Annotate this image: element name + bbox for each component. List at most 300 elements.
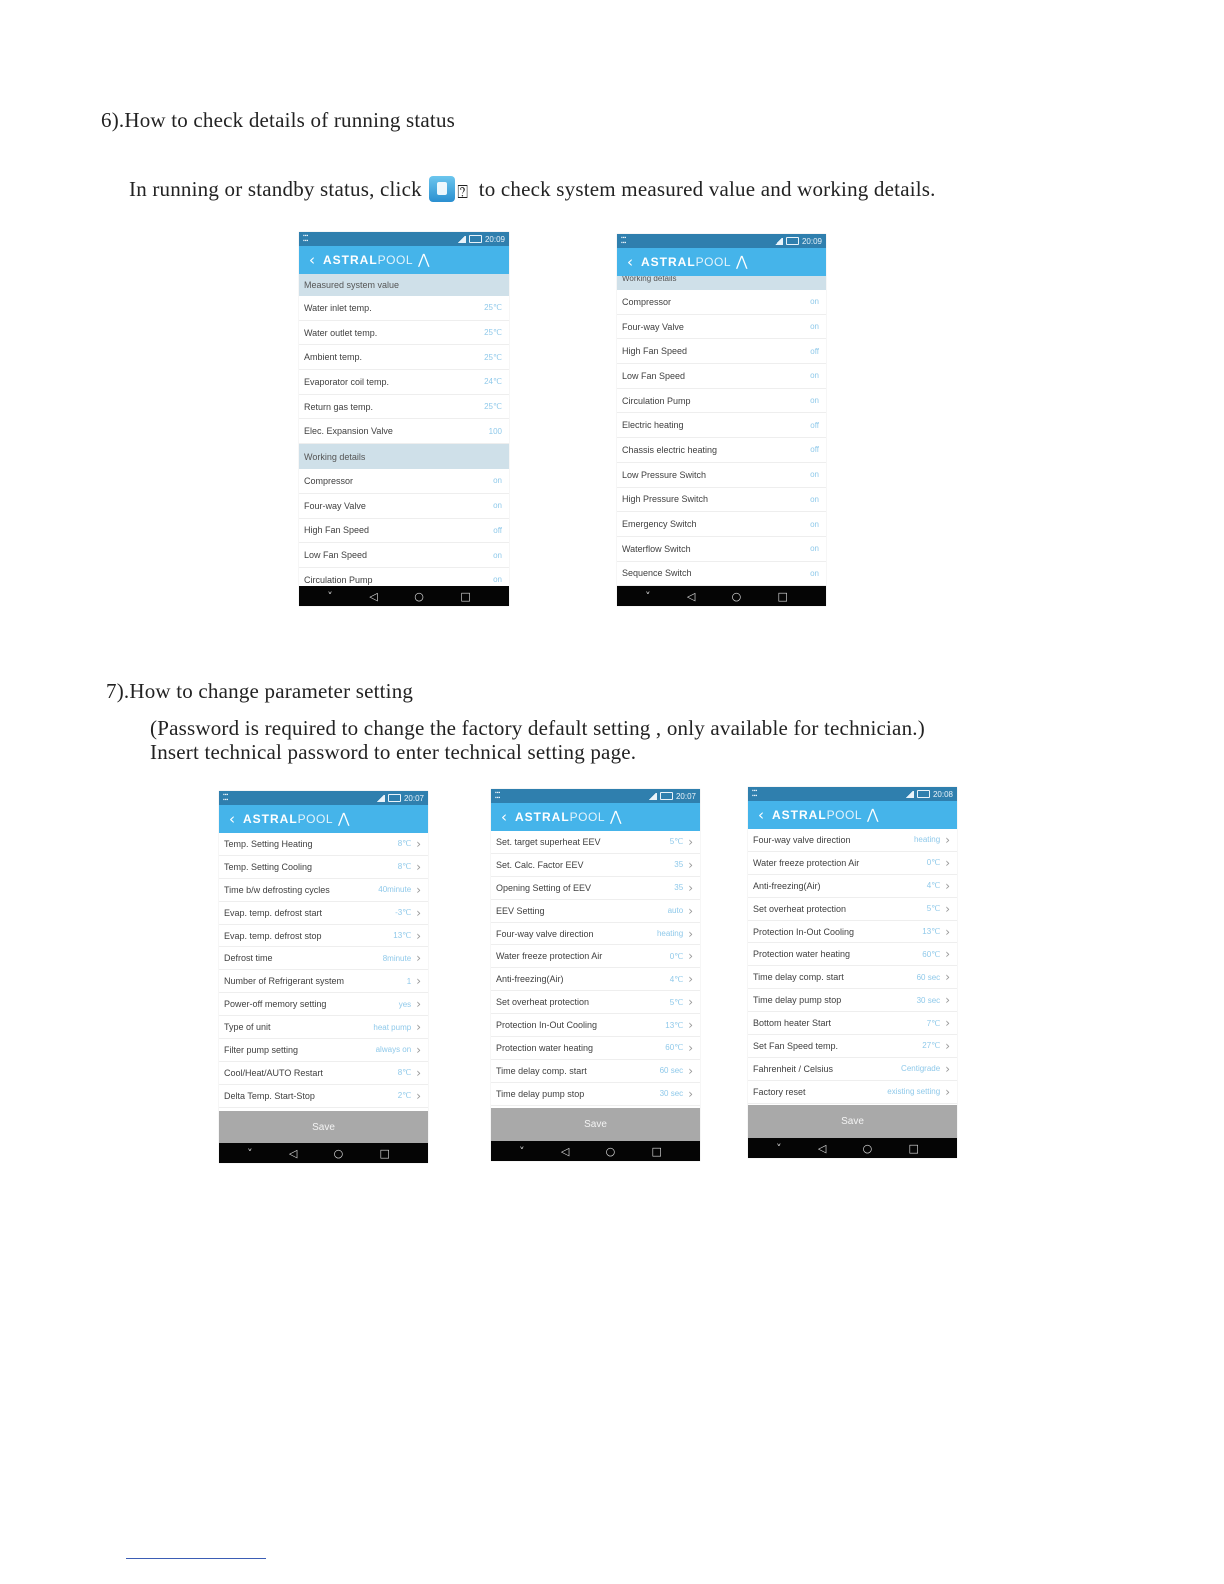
section6-heading: 6).How to check details of running status xyxy=(101,108,456,132)
row-label: EEV Setting xyxy=(496,905,545,916)
chevron-right-icon[interactable]: › xyxy=(688,834,693,849)
parameter-row[interactable] xyxy=(219,856,428,879)
parameter-row[interactable] xyxy=(219,1062,428,1085)
carrier-icon: ▪▪▪ ▪▪▪ xyxy=(752,788,758,799)
parameter-row[interactable] xyxy=(219,970,428,993)
row-label: Circulation Pump xyxy=(622,395,691,406)
status-row xyxy=(299,519,509,544)
row-label: Anti-freezing(Air) xyxy=(496,974,564,985)
status-row xyxy=(617,562,826,587)
battery-icon xyxy=(786,237,799,245)
parameter-row[interactable] xyxy=(491,1037,700,1060)
nav-recents-icon[interactable]: □ xyxy=(777,589,788,603)
instruction-before: In running or standby status, click xyxy=(129,177,422,201)
parameter-row[interactable] xyxy=(748,898,957,921)
parameter-row[interactable] xyxy=(748,943,957,966)
status-row xyxy=(617,315,826,340)
chevron-right-icon[interactable]: › xyxy=(945,1016,950,1031)
carrier-icon: ▪▪▪ ▪▪▪ xyxy=(303,233,309,244)
android-nav-bar xyxy=(491,1141,700,1161)
row-label: Low Fan Speed xyxy=(304,550,368,561)
row-value: on xyxy=(493,575,502,585)
parameter-list xyxy=(748,829,957,1104)
row-value: 0℃ xyxy=(926,858,941,868)
parameter-row[interactable] xyxy=(219,1085,428,1108)
nav-back-icon[interactable]: ◁ xyxy=(288,1146,298,1160)
row-label: Water freeze protection Air xyxy=(496,951,603,962)
row-value: on xyxy=(493,476,502,486)
row-value: off xyxy=(493,525,502,535)
row-label: Cool/Heat/AUTO Restart xyxy=(224,1067,323,1078)
parameter-row[interactable] xyxy=(748,1081,957,1104)
chevron-right-icon[interactable]: › xyxy=(416,997,421,1012)
chevron-right-icon[interactable]: › xyxy=(688,857,693,872)
parameter-row[interactable] xyxy=(219,902,428,925)
row-value: on xyxy=(810,297,819,307)
row-value: off xyxy=(810,445,819,455)
astralpool-logo-icon: ⋀ xyxy=(736,254,748,270)
section6-instruction xyxy=(129,176,936,203)
brand-logo-text: ASTRALPOOL xyxy=(772,808,863,822)
row-label: Bottom heater Start xyxy=(753,1018,832,1029)
chevron-right-icon[interactable]: › xyxy=(945,993,950,1008)
astralpool-logo-icon: ⋀ xyxy=(610,809,622,825)
row-value: on xyxy=(810,568,819,578)
status-row xyxy=(617,537,826,562)
brand-logo-text: ASTRALPOOL xyxy=(243,812,334,826)
chevron-right-icon[interactable]: › xyxy=(945,1061,950,1076)
save-button[interactable]: Save xyxy=(219,1111,428,1143)
status-time: 20:07 xyxy=(403,793,424,803)
row-value: 13℃ xyxy=(393,931,412,940)
row-value: 35 xyxy=(674,860,684,870)
app-bar xyxy=(491,803,700,831)
battery-icon xyxy=(388,794,401,802)
row-value: on xyxy=(493,550,502,560)
brand-logo-text: ASTRALPOOL xyxy=(323,253,414,267)
row-value: on xyxy=(810,470,819,480)
row-value: 13℃ xyxy=(922,927,941,936)
row-value: heating xyxy=(913,835,941,845)
parameter-row[interactable] xyxy=(491,968,700,991)
brand-logo-text: ASTRALPOOL xyxy=(515,810,606,824)
row-value: 60℃ xyxy=(922,949,941,959)
row-label: Water freeze protection Air xyxy=(753,857,860,868)
nav-home-icon[interactable]: ○ xyxy=(605,1144,616,1158)
row-label: Factory reset xyxy=(753,1086,806,1097)
row-label: Set. target superheat EEV xyxy=(496,836,601,847)
row-label: Filter pump setting xyxy=(224,1044,299,1055)
row-value: off xyxy=(810,420,819,430)
back-icon[interactable]: ‹ xyxy=(758,805,764,824)
cursor-icon: ⍰ xyxy=(457,182,469,203)
status-bar xyxy=(491,789,700,803)
chevron-right-icon[interactable]: › xyxy=(688,1018,693,1033)
row-label: Protection water heating xyxy=(496,1042,594,1053)
row-value: 24℃ xyxy=(484,377,502,387)
chevron-right-icon[interactable]: › xyxy=(688,1063,693,1078)
signal-icon xyxy=(648,793,657,800)
status-row xyxy=(299,469,509,494)
parameter-row[interactable] xyxy=(748,1012,957,1035)
row-label: Compressor xyxy=(622,296,672,307)
parameter-row[interactable] xyxy=(748,989,957,1012)
section7-heading: 7).How to change parameter setting xyxy=(106,679,414,703)
row-label: Emergency Switch xyxy=(622,519,697,530)
row-value: 40minute xyxy=(378,885,412,895)
row-value: 5℃ xyxy=(669,837,684,847)
row-label: Time delay comp. start xyxy=(753,972,844,983)
parameter-row[interactable] xyxy=(219,993,428,1016)
status-row xyxy=(617,488,826,513)
chevron-right-icon[interactable]: › xyxy=(416,1042,421,1057)
chevron-right-icon[interactable]: › xyxy=(945,1084,950,1099)
row-label: Protection water heating xyxy=(753,949,851,960)
chevron-right-icon[interactable]: › xyxy=(688,1086,693,1101)
status-bar xyxy=(219,791,428,805)
instruction-after: to check system measured value and working details. xyxy=(478,177,936,201)
row-value: existing setting xyxy=(887,1087,941,1097)
chevron-right-icon[interactable]: › xyxy=(945,947,950,962)
carrier-icon: ▪▪▪ ▪▪▪ xyxy=(223,792,229,803)
row-value: on xyxy=(810,322,819,332)
chevron-right-icon[interactable]: › xyxy=(945,970,950,985)
app-bar xyxy=(299,246,509,274)
save-button[interactable]: Save xyxy=(491,1108,700,1141)
row-value: 4℃ xyxy=(669,974,684,984)
chevron-right-icon[interactable]: › xyxy=(416,836,421,851)
row-label: Type of unit xyxy=(224,1022,271,1033)
phone-screen-running-status xyxy=(299,232,509,606)
row-value: on xyxy=(810,494,819,504)
row-value: on xyxy=(493,501,502,511)
row-value: 8℃ xyxy=(397,862,412,872)
parameter-row[interactable] xyxy=(748,875,957,898)
parameter-row[interactable] xyxy=(491,877,700,900)
row-label: High Fan Speed xyxy=(304,525,370,536)
row-value: 60 sec xyxy=(916,972,941,982)
chevron-right-icon[interactable]: › xyxy=(416,928,421,943)
chevron-right-icon[interactable]: › xyxy=(688,880,693,895)
parameter-row[interactable] xyxy=(491,1014,700,1037)
row-label: Circulation Pump xyxy=(304,574,373,585)
chevron-right-icon[interactable]: › xyxy=(416,1065,421,1080)
row-value: 25℃ xyxy=(484,328,502,338)
phone-screen-parameters-3 xyxy=(748,787,957,1158)
row-value: 8℃ xyxy=(397,839,412,849)
chevron-right-icon[interactable]: › xyxy=(416,859,421,874)
status-list xyxy=(299,274,509,593)
nav-back-icon[interactable]: ◁ xyxy=(560,1144,570,1158)
parameter-row[interactable] xyxy=(748,921,957,944)
row-label: Evap. temp. defrost stop xyxy=(224,930,322,941)
back-icon[interactable]: ‹ xyxy=(627,252,633,271)
chevron-right-icon[interactable]: › xyxy=(688,926,693,941)
status-row xyxy=(299,370,509,395)
parameter-row[interactable] xyxy=(491,991,700,1014)
status-bar xyxy=(617,234,826,248)
row-label: Four-way valve direction xyxy=(496,928,594,939)
row-value: 0℃ xyxy=(669,951,684,961)
row-value: always on xyxy=(375,1045,412,1055)
row-label: High Fan Speed xyxy=(622,346,688,357)
nav-recents-icon[interactable]: □ xyxy=(379,1146,390,1160)
nav-home-icon[interactable]: ○ xyxy=(731,589,742,603)
row-value: 25℃ xyxy=(484,402,502,412)
row-value: 8℃ xyxy=(397,1068,412,1078)
row-label: Return gas temp. xyxy=(304,401,374,412)
nav-recents-icon[interactable]: □ xyxy=(651,1144,662,1158)
status-row xyxy=(299,419,509,444)
parameter-row[interactable] xyxy=(491,945,700,968)
row-label: Elec. Expansion Valve xyxy=(304,426,393,437)
parameter-row[interactable] xyxy=(491,1060,700,1083)
status-row xyxy=(299,543,509,568)
row-label: Power-off memory setting xyxy=(224,999,327,1010)
status-list xyxy=(617,290,826,586)
row-label: Protection In-Out Cooling xyxy=(753,926,855,937)
astralpool-logo-icon: ⋀ xyxy=(867,807,879,823)
row-value: auto xyxy=(667,906,684,916)
row-value: on xyxy=(810,519,819,529)
parameter-row[interactable] xyxy=(491,854,700,877)
nav-back-icon[interactable]: ◁ xyxy=(817,1141,827,1155)
section-header-working: Working details xyxy=(299,444,509,469)
row-value: 30 sec xyxy=(916,995,941,1005)
section-header-working: Working details xyxy=(617,276,826,290)
signal-icon xyxy=(905,791,914,798)
chevron-right-icon[interactable]: › xyxy=(688,995,693,1010)
parameter-row[interactable] xyxy=(748,829,957,852)
row-value: 60 sec xyxy=(659,1066,684,1076)
chevron-right-icon[interactable]: › xyxy=(688,1040,693,1055)
nav-home-icon[interactable]: ○ xyxy=(333,1146,344,1160)
row-value: heating xyxy=(656,929,684,938)
row-label: Water inlet temp. xyxy=(304,302,372,313)
row-label: Delta Temp. Start-Stop xyxy=(224,1090,315,1101)
row-value: 2℃ xyxy=(397,1091,412,1101)
row-label: Electric heating xyxy=(622,420,684,431)
chevron-right-icon[interactable]: › xyxy=(945,855,950,870)
row-label: Set. Calc. Factor EEV xyxy=(496,859,584,870)
row-value: 30 sec xyxy=(659,1089,684,1099)
section-header-measured: Measured system value xyxy=(299,274,509,296)
row-value: 35 xyxy=(674,883,684,893)
chevron-right-icon[interactable]: › xyxy=(416,974,421,989)
carrier-icon: ▪▪▪ ▪▪▪ xyxy=(495,790,501,801)
phone-screen-parameters-2 xyxy=(491,789,700,1161)
parameter-row[interactable] xyxy=(748,966,957,989)
chevron-right-icon[interactable]: › xyxy=(416,905,421,920)
row-label: Time b/w defrosting cycles xyxy=(224,884,330,895)
row-label: Compressor xyxy=(304,475,354,486)
parameter-row[interactable] xyxy=(748,1058,957,1081)
chevron-right-icon[interactable]: › xyxy=(688,949,693,964)
status-row xyxy=(299,296,509,321)
nav-back-icon[interactable]: ◁ xyxy=(686,589,696,603)
parameter-row[interactable] xyxy=(748,1035,957,1058)
row-value: 8minute xyxy=(382,953,412,963)
row-value: 100 xyxy=(488,426,502,436)
app-bar xyxy=(617,248,826,276)
row-value: on xyxy=(810,396,819,406)
status-row xyxy=(299,345,509,370)
status-row xyxy=(617,413,826,438)
row-label: Low Pressure Switch xyxy=(622,469,707,480)
section7-note: (Password is required to change the factory default setting , only available for technician.) xyxy=(150,716,925,740)
row-value: 1 xyxy=(406,976,412,986)
battery-icon xyxy=(660,792,673,800)
signal-icon xyxy=(457,236,466,243)
status-row xyxy=(617,512,826,537)
parameter-list xyxy=(491,831,700,1106)
nav-down-icon[interactable]: ˅ xyxy=(327,589,333,603)
row-value: 25℃ xyxy=(484,303,502,313)
row-label: High Pressure Switch xyxy=(622,494,709,505)
phone-screen-parameters-1 xyxy=(219,791,428,1163)
status-row xyxy=(617,339,826,364)
chevron-right-icon[interactable]: › xyxy=(416,1020,421,1035)
status-row xyxy=(617,290,826,315)
app-bar xyxy=(219,805,428,833)
row-label: Temp. Setting Cooling xyxy=(224,861,313,872)
parameter-row[interactable] xyxy=(219,947,428,970)
nav-down-icon[interactable]: ˅ xyxy=(247,1146,253,1160)
row-value: -3℃ xyxy=(395,908,412,918)
section7-instruction: Insert technical password to enter technical setting page. xyxy=(150,740,637,764)
row-value: 13℃ xyxy=(665,1020,684,1030)
row-label: Set overheat protection xyxy=(496,997,590,1008)
row-label: Defrost time xyxy=(224,953,273,964)
android-nav-bar xyxy=(219,1143,428,1163)
parameter-row[interactable] xyxy=(491,900,700,923)
row-label: Opening Setting of EEV xyxy=(496,882,592,893)
chevron-right-icon[interactable]: › xyxy=(945,832,950,847)
nav-recents-icon[interactable]: □ xyxy=(460,589,471,603)
row-label: Low Fan Speed xyxy=(622,370,686,381)
android-nav-bar xyxy=(299,586,509,606)
parameter-row[interactable] xyxy=(491,1083,700,1106)
status-time: 20:08 xyxy=(932,789,953,799)
status-row xyxy=(617,389,826,414)
row-label: Chassis electric heating xyxy=(622,444,718,455)
astralpool-logo-icon: ⋀ xyxy=(338,811,350,827)
row-label: Fahrenheit / Celsius xyxy=(753,1063,834,1074)
row-value: 5℃ xyxy=(669,997,684,1007)
parameter-row[interactable] xyxy=(219,879,428,902)
row-label: Set Fan Speed temp. xyxy=(753,1040,839,1051)
status-bar xyxy=(748,787,957,801)
row-value: 60℃ xyxy=(665,1043,684,1053)
chevron-right-icon[interactable]: › xyxy=(945,901,950,916)
row-value: yes xyxy=(398,999,412,1009)
parameter-list xyxy=(219,833,428,1108)
nav-down-icon[interactable]: ˅ xyxy=(776,1141,782,1155)
parameter-row[interactable] xyxy=(219,1016,428,1039)
status-bar xyxy=(299,232,509,246)
signal-icon xyxy=(376,795,385,802)
status-time: 20:09 xyxy=(801,236,822,246)
row-label: Anti-freezing(Air) xyxy=(753,880,821,891)
status-row xyxy=(299,321,509,346)
chevron-right-icon[interactable]: › xyxy=(416,1088,421,1103)
nav-home-icon[interactable]: ○ xyxy=(862,1141,873,1155)
save-button[interactable]: Save xyxy=(748,1105,957,1138)
row-label: Time delay comp. start xyxy=(496,1065,587,1076)
row-value: 27℃ xyxy=(922,1041,941,1051)
row-label: Four-way Valve xyxy=(622,321,684,332)
signal-icon xyxy=(774,238,783,245)
parameter-row[interactable] xyxy=(491,831,700,854)
chevron-right-icon[interactable]: › xyxy=(416,882,421,897)
row-label: Sequence Switch xyxy=(622,568,692,579)
row-label: Four-way Valve xyxy=(304,500,366,511)
status-row xyxy=(617,463,826,488)
row-label: Four-way valve direction xyxy=(753,834,851,845)
status-row xyxy=(299,395,509,420)
back-icon[interactable]: ‹ xyxy=(501,807,507,826)
battery-icon xyxy=(469,235,482,243)
row-label: Set overheat protection xyxy=(753,903,847,914)
chevron-right-icon[interactable]: › xyxy=(945,878,950,893)
row-value: off xyxy=(810,346,819,356)
row-label: Water outlet temp. xyxy=(304,327,378,338)
parameter-row[interactable] xyxy=(219,925,428,948)
parameter-row[interactable] xyxy=(748,852,957,875)
phone-screen-working-details xyxy=(617,234,826,606)
row-label: Temp. Setting Heating xyxy=(224,838,313,849)
nav-down-icon[interactable]: ˅ xyxy=(645,589,651,603)
row-value: 7℃ xyxy=(926,1018,941,1028)
nav-down-icon[interactable]: ˅ xyxy=(519,1144,525,1158)
row-value: on xyxy=(810,544,819,554)
nav-recents-icon[interactable]: □ xyxy=(908,1141,919,1155)
row-label: Evap. temp. defrost start xyxy=(224,907,323,918)
row-label: Time delay pump stop xyxy=(496,1088,585,1099)
back-icon[interactable]: ‹ xyxy=(309,250,315,269)
row-label: Waterflow Switch xyxy=(622,543,691,554)
chevron-right-icon[interactable]: › xyxy=(945,924,950,939)
row-value: 25℃ xyxy=(484,352,502,362)
status-row xyxy=(617,438,826,463)
details-app-icon xyxy=(429,176,455,202)
parameter-row[interactable] xyxy=(219,833,428,856)
chevron-right-icon[interactable]: › xyxy=(945,1038,950,1053)
nav-home-icon[interactable]: ○ xyxy=(414,589,424,603)
app-bar xyxy=(748,801,957,829)
chevron-right-icon[interactable]: › xyxy=(688,972,693,987)
android-nav-bar xyxy=(617,586,826,606)
status-row xyxy=(617,364,826,389)
astralpool-logo-icon: ⋀ xyxy=(418,252,430,268)
status-time: 20:09 xyxy=(484,234,505,244)
row-value: heat pump xyxy=(373,1022,412,1032)
row-value: 5℃ xyxy=(926,904,941,914)
back-icon[interactable]: ‹ xyxy=(229,809,235,828)
footnote-divider xyxy=(126,1558,266,1559)
row-value: Centigrade xyxy=(901,1064,941,1074)
nav-back-icon[interactable]: ◁ xyxy=(369,589,378,603)
chevron-right-icon[interactable]: › xyxy=(416,951,421,966)
carrier-icon: ▪▪▪ ▪▪▪ xyxy=(621,235,627,246)
android-nav-bar xyxy=(748,1138,957,1158)
parameter-row[interactable] xyxy=(491,923,700,946)
chevron-right-icon[interactable]: › xyxy=(688,903,693,918)
parameter-row[interactable] xyxy=(219,1039,428,1062)
row-value: 4℃ xyxy=(926,881,941,891)
status-row xyxy=(299,494,509,519)
row-label: Evaporator coil temp. xyxy=(304,376,390,387)
